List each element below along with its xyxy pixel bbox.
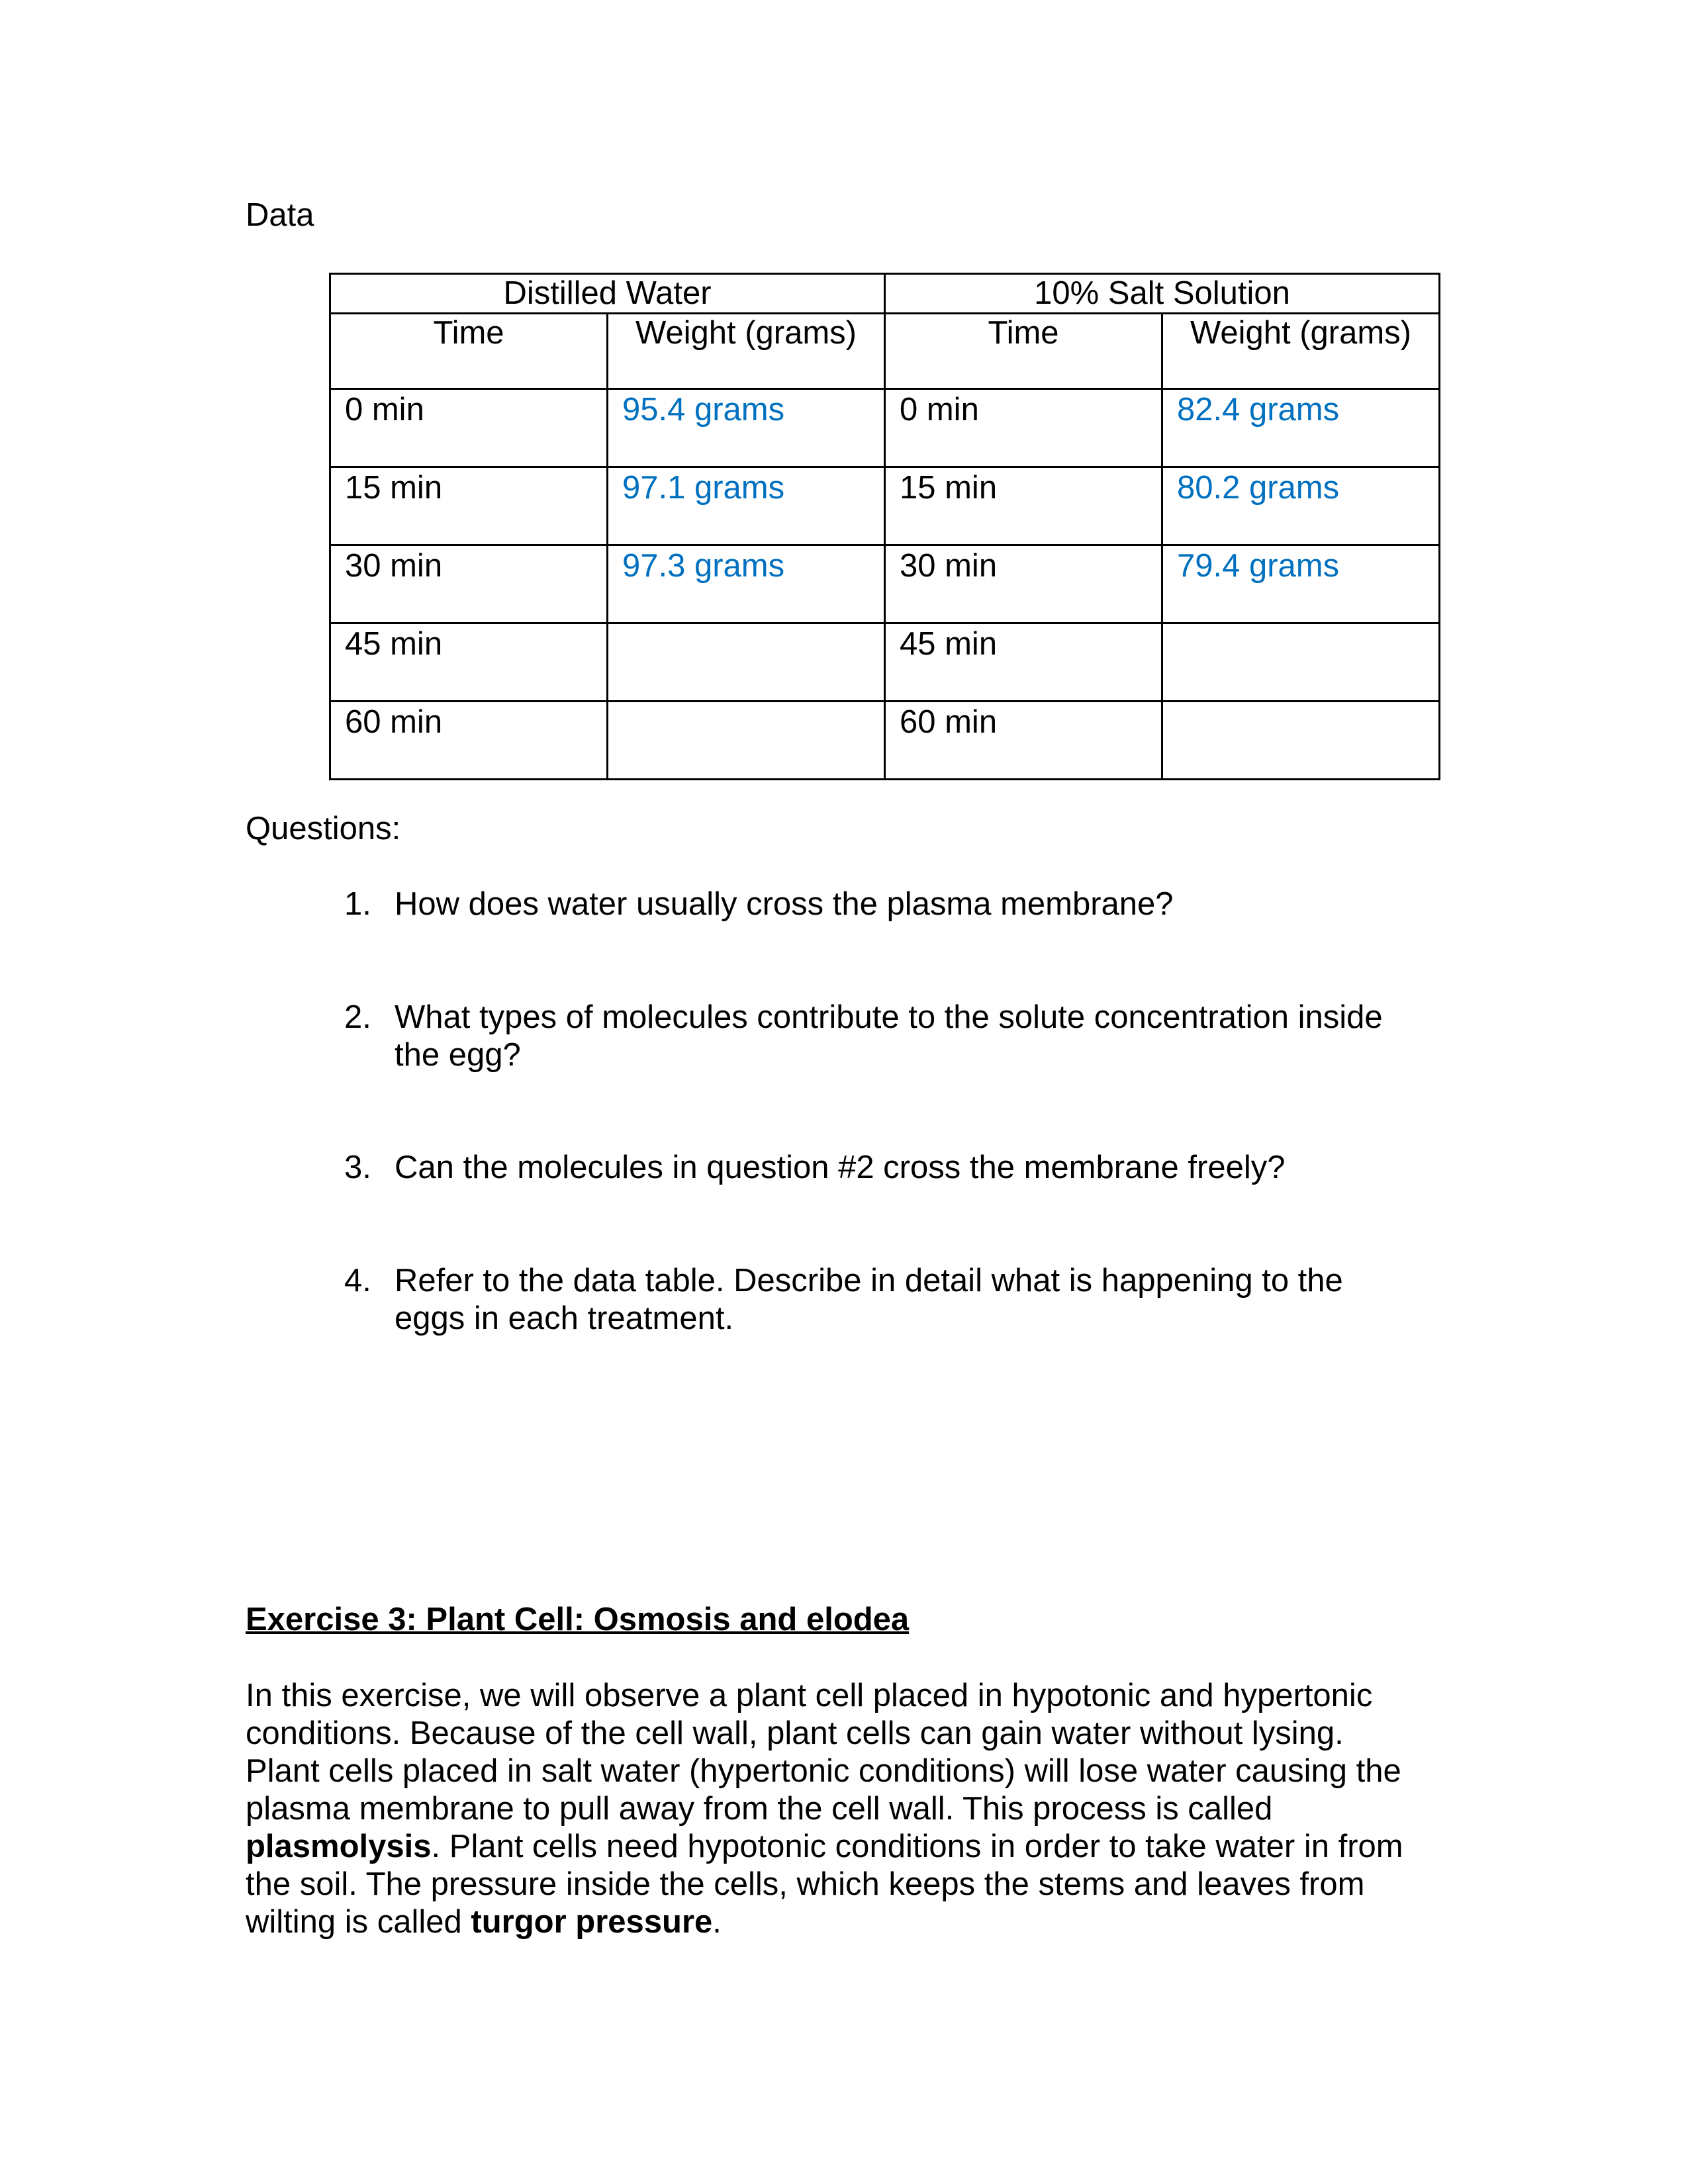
exercise-title: Exercise 3: Plant Cell: Osmosis and elodea <box>246 1602 910 1637</box>
paragraph-line: plasma membrane to pull away from the cell wall. This process is called <box>246 1791 1273 1827</box>
question-text: the egg? <box>395 1037 521 1073</box>
paragraph-line <box>246 1828 1450 1866</box>
paragraph-text: . Plant cells need hypotonic conditions in order to take water in from <box>431 1829 1403 1864</box>
paragraph-line: Plant cells placed in salt water (hypertonic conditions) will lose water causing the <box>246 1753 1401 1789</box>
time-cell: 30 min <box>885 545 1162 623</box>
time-cell: 60 min <box>330 702 608 780</box>
question-text: Can the molecules in question #2 cross the membrane freely? <box>395 1150 1286 1185</box>
time-cell: 15 min <box>330 467 608 545</box>
table-row <box>330 467 1440 545</box>
question-text: How does water usually cross the plasma membrane? <box>395 886 1174 922</box>
paragraph-line <box>246 1903 1450 1941</box>
weight-cell[interactable] <box>608 702 885 780</box>
group-header-distilled-water: Distilled Water <box>330 274 885 314</box>
paragraph-text: wilting is called <box>246 1904 471 1940</box>
time-cell: 60 min <box>885 702 1162 780</box>
paragraph-text: . <box>712 1904 722 1940</box>
question-number: 3. <box>344 1150 371 1185</box>
exercise-paragraph <box>246 1677 1450 1941</box>
table-row <box>330 623 1440 702</box>
weight-cell[interactable]: 97.1 grams <box>608 467 885 545</box>
paragraph-line: conditions. Because of the cell wall, plant cells can gain water without lysing. <box>246 1715 1344 1751</box>
weight-cell[interactable]: 79.4 grams <box>1162 545 1440 623</box>
weight-cell[interactable]: 80.2 grams <box>1162 467 1440 545</box>
data-heading: Data <box>246 197 314 233</box>
weight-cell[interactable]: 97.3 grams <box>608 545 885 623</box>
question-text: eggs in each treatment. <box>395 1300 734 1336</box>
weight-cell[interactable] <box>1162 702 1440 780</box>
time-cell: 30 min <box>330 545 608 623</box>
column-header-weight: Weight (grams) <box>1162 314 1440 389</box>
time-cell: 0 min <box>885 389 1162 467</box>
paragraph-line: In this exercise, we will observe a plant cell placed in hypotonic and hypertonic <box>246 1678 1373 1713</box>
column-header-weight: Weight (grams) <box>608 314 885 389</box>
paragraph-line: the soil. The pressure inside the cells, which keeps the stems and leaves from <box>246 1866 1365 1902</box>
table-row <box>330 389 1440 467</box>
data-table <box>329 273 1440 780</box>
question-text: Refer to the data table. Describe in detail what is happening to the <box>395 1263 1343 1298</box>
time-cell: 0 min <box>330 389 608 467</box>
question-number: 4. <box>344 1263 371 1298</box>
time-cell: 45 min <box>885 623 1162 702</box>
group-header-salt-solution: 10% Salt Solution <box>885 274 1440 314</box>
table-row <box>330 702 1440 780</box>
question-text: What types of molecules contribute to the solute concentration inside <box>395 999 1383 1035</box>
questions-heading: Questions: <box>246 811 401 846</box>
time-cell: 15 min <box>885 467 1162 545</box>
weight-cell[interactable]: 82.4 grams <box>1162 389 1440 467</box>
weight-cell[interactable] <box>608 623 885 702</box>
question-number: 2. <box>344 999 371 1035</box>
term-plasmolysis: plasmolysis <box>246 1829 432 1864</box>
weight-cell[interactable]: 95.4 grams <box>608 389 885 467</box>
table-row <box>330 545 1440 623</box>
column-header-time: Time <box>330 314 608 389</box>
column-header-time: Time <box>885 314 1162 389</box>
question-number: 1. <box>344 886 371 922</box>
term-turgor-pressure: turgor pressure <box>471 1904 713 1940</box>
time-cell: 45 min <box>330 623 608 702</box>
weight-cell[interactable] <box>1162 623 1440 702</box>
